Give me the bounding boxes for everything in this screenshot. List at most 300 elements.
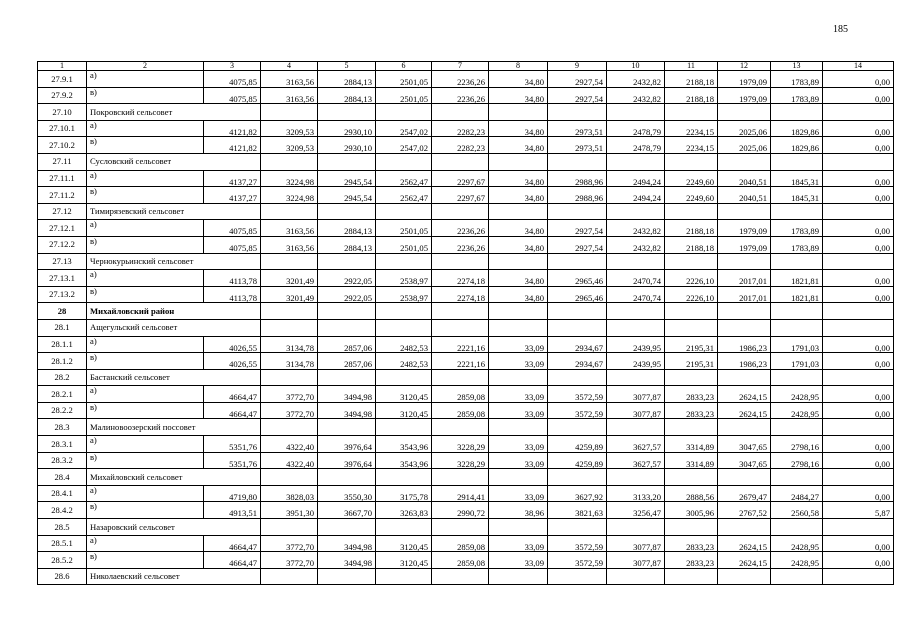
section-name-cell: Покровский сельсовет (87, 104, 261, 121)
value-cell: 2236,26 (432, 71, 489, 88)
value-cell: 2249,60 (665, 187, 718, 204)
value-cell: 2833,23 (665, 535, 718, 552)
empty-cell (823, 203, 894, 220)
table-body (38, 62, 894, 585)
value-cell: 4664,47 (204, 552, 261, 569)
section-row (38, 253, 894, 270)
value-cell: 0,00 (823, 187, 894, 204)
value-cell: 3314,89 (665, 436, 718, 453)
empty-cell (432, 419, 489, 436)
value-cell: 3228,29 (432, 452, 489, 469)
section-code-cell: 28.5 (38, 519, 87, 536)
value-cell: 3077,87 (607, 552, 665, 569)
value-cell: 3256,47 (607, 502, 665, 519)
value-cell: 0,00 (823, 336, 894, 353)
empty-cell (318, 303, 376, 320)
column-number-cell: 3 (204, 62, 261, 71)
value-cell: 4026,55 (204, 336, 261, 353)
table-row (38, 137, 894, 154)
value-cell: 0,00 (823, 170, 894, 187)
section-code-cell: 28.6 (38, 568, 87, 585)
row-code-cell: 28.5.2 (38, 552, 87, 569)
value-cell: 3120,45 (376, 386, 432, 403)
value-cell: 2432,82 (607, 71, 665, 88)
empty-cell (318, 253, 376, 270)
value-cell: 1821,81 (771, 270, 823, 287)
value-cell: 4664,47 (204, 386, 261, 403)
row-label-cell: в) (87, 236, 204, 253)
value-cell: 2560,58 (771, 502, 823, 519)
row-code-cell: 27.10.2 (38, 137, 87, 154)
section-code-cell: 28.3 (38, 419, 87, 436)
value-cell: 2025,06 (718, 137, 771, 154)
empty-cell (607, 419, 665, 436)
value-cell: 3077,87 (607, 535, 665, 552)
value-cell: 4113,78 (204, 270, 261, 287)
empty-cell (771, 303, 823, 320)
value-cell: 34,80 (489, 170, 548, 187)
section-name-cell: Ащегульский сельсовет (87, 319, 261, 336)
value-cell: 4664,47 (204, 535, 261, 552)
empty-cell (607, 153, 665, 170)
row-label-cell: а) (87, 485, 204, 502)
value-cell: 3209,53 (261, 137, 318, 154)
empty-cell (718, 469, 771, 486)
empty-cell (548, 519, 607, 536)
value-cell: 1986,23 (718, 336, 771, 353)
table-row (38, 170, 894, 187)
section-row (38, 419, 894, 436)
value-cell: 2934,67 (548, 353, 607, 370)
value-cell: 2221,16 (432, 336, 489, 353)
value-cell: 2930,10 (318, 120, 376, 137)
empty-cell (376, 369, 432, 386)
value-cell: 3201,49 (261, 286, 318, 303)
empty-cell (607, 469, 665, 486)
row-label-cell: в) (87, 286, 204, 303)
row-label-cell: в) (87, 187, 204, 204)
value-cell: 2226,10 (665, 270, 718, 287)
row-code-cell: 28.3.1 (38, 436, 87, 453)
value-cell: 2432,82 (607, 236, 665, 253)
value-cell: 2927,54 (548, 236, 607, 253)
value-cell: 2798,16 (771, 452, 823, 469)
empty-cell (489, 203, 548, 220)
value-cell: 3976,64 (318, 452, 376, 469)
empty-cell (489, 104, 548, 121)
empty-cell (718, 369, 771, 386)
empty-cell (665, 568, 718, 585)
section-name-cell: Чернокурьинский сельсовет (87, 253, 261, 270)
value-cell: 2297,67 (432, 187, 489, 204)
value-cell: 3494,98 (318, 386, 376, 403)
value-cell: 0,00 (823, 236, 894, 253)
value-cell: 3976,64 (318, 436, 376, 453)
value-cell: 2922,05 (318, 286, 376, 303)
value-cell: 2234,15 (665, 120, 718, 137)
table-row (38, 353, 894, 370)
empty-cell (261, 419, 318, 436)
value-cell: 3543,96 (376, 436, 432, 453)
empty-cell (771, 519, 823, 536)
row-code-cell: 27.9.1 (38, 71, 87, 88)
table-row (38, 535, 894, 552)
empty-cell (665, 303, 718, 320)
row-code-cell: 27.13.1 (38, 270, 87, 287)
column-number-cell: 11 (665, 62, 718, 71)
district-row (38, 303, 894, 320)
row-code-cell: 28.2.2 (38, 402, 87, 419)
section-name-cell: Бастанский сельсовет (87, 369, 261, 386)
value-cell: 2562,47 (376, 187, 432, 204)
value-cell: 5,87 (823, 502, 894, 519)
table-row (38, 236, 894, 253)
value-cell: 3175,78 (376, 485, 432, 502)
empty-cell (318, 419, 376, 436)
value-cell: 4259,89 (548, 436, 607, 453)
value-cell: 2482,53 (376, 353, 432, 370)
value-cell: 2857,06 (318, 336, 376, 353)
row-code-cell: 27.13.2 (38, 286, 87, 303)
value-cell: 33,09 (489, 336, 548, 353)
empty-cell (718, 253, 771, 270)
empty-cell (318, 369, 376, 386)
value-cell: 4137,27 (204, 170, 261, 187)
empty-cell (376, 253, 432, 270)
table-row (38, 270, 894, 287)
value-cell: 2432,82 (607, 87, 665, 104)
empty-cell (607, 303, 665, 320)
value-cell: 33,09 (489, 402, 548, 419)
empty-cell (823, 469, 894, 486)
value-cell: 2274,18 (432, 286, 489, 303)
value-cell: 4322,40 (261, 436, 318, 453)
value-cell: 3494,98 (318, 402, 376, 419)
section-code-cell: 27.10 (38, 104, 87, 121)
row-code-cell: 27.9.2 (38, 87, 87, 104)
value-cell: 1791,03 (771, 336, 823, 353)
value-cell: 0,00 (823, 353, 894, 370)
value-cell: 2990,72 (432, 502, 489, 519)
section-row (38, 104, 894, 121)
table-row (38, 402, 894, 419)
column-number-cell: 14 (823, 62, 894, 71)
empty-cell (261, 104, 318, 121)
empty-cell (665, 104, 718, 121)
section-name-cell: Николаевский сельсовет (87, 568, 261, 585)
row-code-cell: 28.3.2 (38, 452, 87, 469)
value-cell: 3133,20 (607, 485, 665, 502)
value-cell: 2428,95 (771, 535, 823, 552)
value-cell: 2945,54 (318, 170, 376, 187)
value-cell: 0,00 (823, 87, 894, 104)
empty-cell (718, 153, 771, 170)
empty-cell (771, 469, 823, 486)
value-cell: 1979,09 (718, 87, 771, 104)
value-cell: 3120,45 (376, 552, 432, 569)
section-row (38, 369, 894, 386)
row-label-cell: а) (87, 535, 204, 552)
value-cell: 2624,15 (718, 386, 771, 403)
row-label-cell: в) (87, 87, 204, 104)
empty-cell (771, 568, 823, 585)
value-cell: 3951,30 (261, 502, 318, 519)
section-row (38, 519, 894, 536)
value-cell: 2221,16 (432, 353, 489, 370)
value-cell: 2017,01 (718, 270, 771, 287)
empty-cell (318, 104, 376, 121)
value-cell: 1791,03 (771, 353, 823, 370)
column-number-cell: 4 (261, 62, 318, 71)
value-cell: 34,80 (489, 120, 548, 137)
section-code-cell: 27.12 (38, 203, 87, 220)
value-cell: 3077,87 (607, 402, 665, 419)
section-row (38, 153, 894, 170)
column-number-cell: 12 (718, 62, 771, 71)
value-cell: 3163,56 (261, 87, 318, 104)
value-cell: 0,00 (823, 286, 894, 303)
value-cell: 33,09 (489, 386, 548, 403)
row-code-cell: 28.2.1 (38, 386, 87, 403)
table-row (38, 286, 894, 303)
value-cell: 34,80 (489, 187, 548, 204)
value-cell: 3120,45 (376, 535, 432, 552)
value-cell: 2927,54 (548, 220, 607, 237)
empty-cell (376, 153, 432, 170)
section-code-cell: 28.2 (38, 369, 87, 386)
tariff-table (37, 61, 894, 585)
table-row (38, 552, 894, 569)
value-cell: 2188,18 (665, 236, 718, 253)
value-cell: 2767,52 (718, 502, 771, 519)
value-cell: 3163,56 (261, 71, 318, 88)
empty-cell (718, 203, 771, 220)
empty-cell (261, 319, 318, 336)
value-cell: 2226,10 (665, 286, 718, 303)
empty-cell (607, 519, 665, 536)
value-cell: 2934,67 (548, 336, 607, 353)
empty-cell (548, 319, 607, 336)
empty-cell (607, 568, 665, 585)
section-name-cell: Сусловский сельсовет (87, 153, 261, 170)
value-cell: 2297,67 (432, 170, 489, 187)
empty-cell (318, 469, 376, 486)
row-label-cell: а) (87, 170, 204, 187)
value-cell: 2547,02 (376, 120, 432, 137)
empty-cell (261, 203, 318, 220)
value-cell: 1821,81 (771, 286, 823, 303)
value-cell: 5351,76 (204, 436, 261, 453)
value-cell: 3224,98 (261, 187, 318, 204)
value-cell: 2484,27 (771, 485, 823, 502)
value-cell: 3772,70 (261, 386, 318, 403)
value-cell: 2428,95 (771, 386, 823, 403)
value-cell: 2501,05 (376, 71, 432, 88)
empty-cell (376, 303, 432, 320)
value-cell: 2798,16 (771, 436, 823, 453)
empty-cell (489, 419, 548, 436)
section-name-cell: Малиновоозерский поссовет (87, 419, 261, 436)
empty-cell (823, 253, 894, 270)
value-cell: 2833,23 (665, 402, 718, 419)
row-label-cell: а) (87, 436, 204, 453)
empty-cell (318, 203, 376, 220)
table-row (38, 386, 894, 403)
value-cell: 2188,18 (665, 71, 718, 88)
value-cell: 0,00 (823, 552, 894, 569)
row-label-cell: а) (87, 270, 204, 287)
empty-cell (823, 369, 894, 386)
row-label-cell: а) (87, 386, 204, 403)
column-number-cell: 9 (548, 62, 607, 71)
value-cell: 34,80 (489, 220, 548, 237)
value-cell: 3572,59 (548, 402, 607, 419)
value-cell: 2914,41 (432, 485, 489, 502)
value-cell: 3224,98 (261, 170, 318, 187)
value-cell: 5351,76 (204, 452, 261, 469)
value-cell: 2195,31 (665, 336, 718, 353)
empty-cell (548, 369, 607, 386)
value-cell: 34,80 (489, 71, 548, 88)
page-number: 185 (833, 24, 848, 35)
empty-cell (432, 104, 489, 121)
empty-cell (823, 319, 894, 336)
empty-cell (665, 419, 718, 436)
table-row (38, 336, 894, 353)
value-cell: 2470,74 (607, 270, 665, 287)
value-cell: 1783,89 (771, 236, 823, 253)
empty-cell (823, 419, 894, 436)
row-label-cell: в) (87, 402, 204, 419)
row-code-cell: 27.12.2 (38, 236, 87, 253)
table-row (38, 187, 894, 204)
empty-cell (432, 303, 489, 320)
empty-cell (432, 253, 489, 270)
row-code-cell: 28.5.1 (38, 535, 87, 552)
value-cell: 4121,82 (204, 120, 261, 137)
value-cell: 2945,54 (318, 187, 376, 204)
value-cell: 33,09 (489, 436, 548, 453)
row-label-cell: в) (87, 137, 204, 154)
empty-cell (376, 203, 432, 220)
value-cell: 3627,92 (548, 485, 607, 502)
value-cell: 3163,56 (261, 236, 318, 253)
value-cell: 0,00 (823, 120, 894, 137)
value-cell: 3314,89 (665, 452, 718, 469)
empty-cell (489, 568, 548, 585)
value-cell: 0,00 (823, 220, 894, 237)
empty-cell (261, 369, 318, 386)
column-number-row (38, 62, 894, 71)
empty-cell (548, 153, 607, 170)
value-cell: 3047,65 (718, 436, 771, 453)
section-name-cell: Михайловский район (87, 303, 261, 320)
value-cell: 2040,51 (718, 187, 771, 204)
row-code-cell: 27.12.1 (38, 220, 87, 237)
value-cell: 2040,51 (718, 170, 771, 187)
value-cell: 2282,23 (432, 120, 489, 137)
value-cell: 34,80 (489, 87, 548, 104)
empty-cell (665, 369, 718, 386)
empty-cell (489, 303, 548, 320)
empty-cell (261, 253, 318, 270)
value-cell: 2188,18 (665, 87, 718, 104)
value-cell: 34,80 (489, 137, 548, 154)
table-row (38, 502, 894, 519)
empty-cell (432, 469, 489, 486)
value-cell: 1979,09 (718, 71, 771, 88)
empty-cell (548, 253, 607, 270)
value-cell: 2538,97 (376, 286, 432, 303)
value-cell: 3627,57 (607, 436, 665, 453)
table-row (38, 71, 894, 88)
value-cell: 2857,06 (318, 353, 376, 370)
value-cell: 2884,13 (318, 87, 376, 104)
value-cell: 2930,10 (318, 137, 376, 154)
value-cell: 2478,79 (607, 137, 665, 154)
value-cell: 3047,65 (718, 452, 771, 469)
empty-cell (607, 203, 665, 220)
value-cell: 3263,83 (376, 502, 432, 519)
empty-cell (548, 419, 607, 436)
empty-cell (771, 153, 823, 170)
value-cell: 2973,51 (548, 137, 607, 154)
value-cell: 2282,23 (432, 137, 489, 154)
value-cell: 2927,54 (548, 87, 607, 104)
value-cell: 2884,13 (318, 236, 376, 253)
value-cell: 3163,56 (261, 220, 318, 237)
value-cell: 33,09 (489, 485, 548, 502)
value-cell: 38,96 (489, 502, 548, 519)
empty-cell (432, 203, 489, 220)
value-cell: 34,80 (489, 236, 548, 253)
value-cell: 2833,23 (665, 386, 718, 403)
empty-cell (607, 104, 665, 121)
empty-cell (376, 469, 432, 486)
value-cell: 3821,63 (548, 502, 607, 519)
empty-cell (607, 319, 665, 336)
empty-cell (548, 469, 607, 486)
value-cell: 33,09 (489, 552, 548, 569)
empty-cell (665, 153, 718, 170)
empty-cell (489, 253, 548, 270)
value-cell: 2236,26 (432, 236, 489, 253)
value-cell: 3228,29 (432, 436, 489, 453)
value-cell: 3134,78 (261, 353, 318, 370)
table-row (38, 120, 894, 137)
empty-cell (376, 519, 432, 536)
empty-cell (665, 469, 718, 486)
value-cell: 4075,85 (204, 71, 261, 88)
empty-cell (823, 519, 894, 536)
value-cell: 3550,30 (318, 485, 376, 502)
section-name-cell: Михайловский сельсовет (87, 469, 261, 486)
value-cell: 4075,85 (204, 236, 261, 253)
value-cell: 0,00 (823, 71, 894, 88)
value-cell: 4719,80 (204, 485, 261, 502)
value-cell: 2859,08 (432, 552, 489, 569)
value-cell: 0,00 (823, 402, 894, 419)
empty-cell (261, 469, 318, 486)
value-cell: 2428,95 (771, 552, 823, 569)
empty-cell (489, 153, 548, 170)
empty-cell (771, 419, 823, 436)
row-label-cell: а) (87, 120, 204, 137)
value-cell: 0,00 (823, 535, 894, 552)
empty-cell (718, 104, 771, 121)
value-cell: 2973,51 (548, 120, 607, 137)
value-cell: 0,00 (823, 270, 894, 287)
